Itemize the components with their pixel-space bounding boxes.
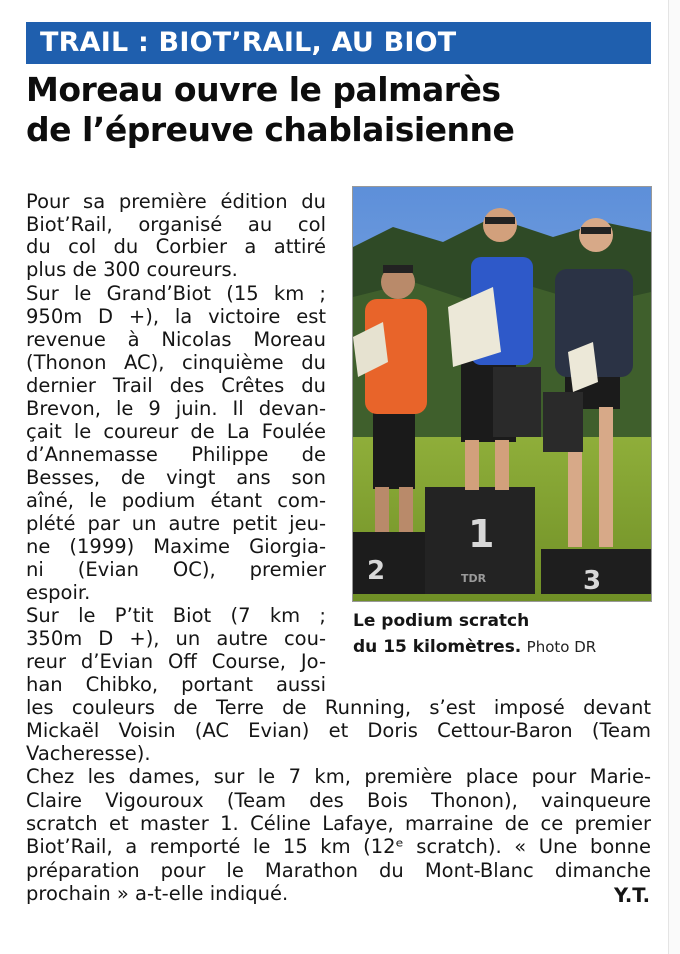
body-line: plété par un autre petit jeu- — [26, 512, 326, 535]
box-logo: TDR — [461, 572, 487, 585]
podium-step-2 — [353, 532, 428, 594]
body-line: dernier Trail des Crêtes du — [26, 374, 326, 397]
podium-photo — [352, 186, 652, 602]
body-line: Vacheresse). — [26, 742, 151, 765]
body-line: Chez les dames, sur le 7 km, première place pour Marie- — [26, 765, 651, 788]
body-line: Claire Vigouroux (Team des Bois Thonon), vainqueure — [26, 789, 651, 812]
author-signature: Y.T. — [613, 884, 650, 907]
body-line: revenue à Nicolas Moreau — [26, 328, 326, 351]
headline-line-2: de l’épreuve chablaisienne — [26, 110, 515, 149]
body-line: Sur le Grand’Biot (15 km ; — [26, 282, 326, 305]
photo-caption — [353, 608, 653, 660]
caption-line-2: du 15 kilomètres. — [353, 637, 522, 657]
body-line: ne (1999) Maxime Giorgia- — [26, 535, 326, 558]
body-line: han Chibko, portant aussi — [26, 673, 326, 696]
podium-illustration — [353, 187, 651, 601]
body-line: ni (Evian OC), premier — [26, 558, 326, 581]
body-line: Pour sa première édition du — [26, 190, 326, 213]
body-line: du col du Corbier a attiré — [26, 235, 326, 258]
body-line: çait le coureur de La Foulée — [26, 420, 326, 443]
body-line: aîné, le podium étant com- — [26, 489, 326, 512]
headline-line-1: Moreau ouvre le palmarès — [26, 70, 501, 109]
body-line: d’Annemasse Philippe de — [26, 443, 326, 466]
body-line: espoir. — [26, 581, 91, 604]
rubric-banner: TRAIL : BIOT’RAIL, AU BIOT — [26, 22, 651, 64]
step-3-number: 3 — [583, 566, 602, 596]
body-line: reur d’Evian Off Course, Jo- — [26, 650, 326, 673]
body-line: Besses, de vingt ans son — [26, 466, 326, 489]
body-line: Biot’Rail, organisé au col — [26, 213, 326, 236]
body-line: plus de 300 coureurs. — [26, 258, 238, 281]
headline — [26, 70, 666, 150]
caption-line-1: Le podium scratch — [353, 611, 530, 631]
body-line: (Thonon AC), cinquième du — [26, 351, 326, 374]
body-line: Sur le P’tit Biot (7 km ; — [26, 604, 326, 627]
body-line: 350m D +), un autre cou- — [26, 627, 326, 650]
body-line: scratch et master 1. Céline Lafaye, marraine de ce premier — [26, 812, 651, 835]
step-2-number: 2 — [367, 556, 386, 586]
page-edge — [668, 0, 680, 954]
photo-credit: Photo DR — [526, 638, 597, 656]
body-line: les couleurs de Terre de Running, s’est imposé devant — [26, 696, 651, 719]
body-line: Brevon, le 9 juin. Il devan- — [26, 397, 326, 420]
body-line: prochain » a-t-elle indiqué. — [26, 882, 289, 905]
step-1-number: 1 — [468, 512, 495, 556]
body-line: préparation pour le Marathon du Mont-Blanc dimanche — [26, 859, 651, 882]
body-line: Mickaël Voisin (AC Evian) et Doris Cettour-Baron (Team — [26, 719, 651, 742]
body-line: Biot’Rail, a remporté le 15 km (12ᵉ scratch). « Une bonne — [26, 835, 651, 858]
body-line: 950m D +), la victoire est — [26, 305, 326, 328]
